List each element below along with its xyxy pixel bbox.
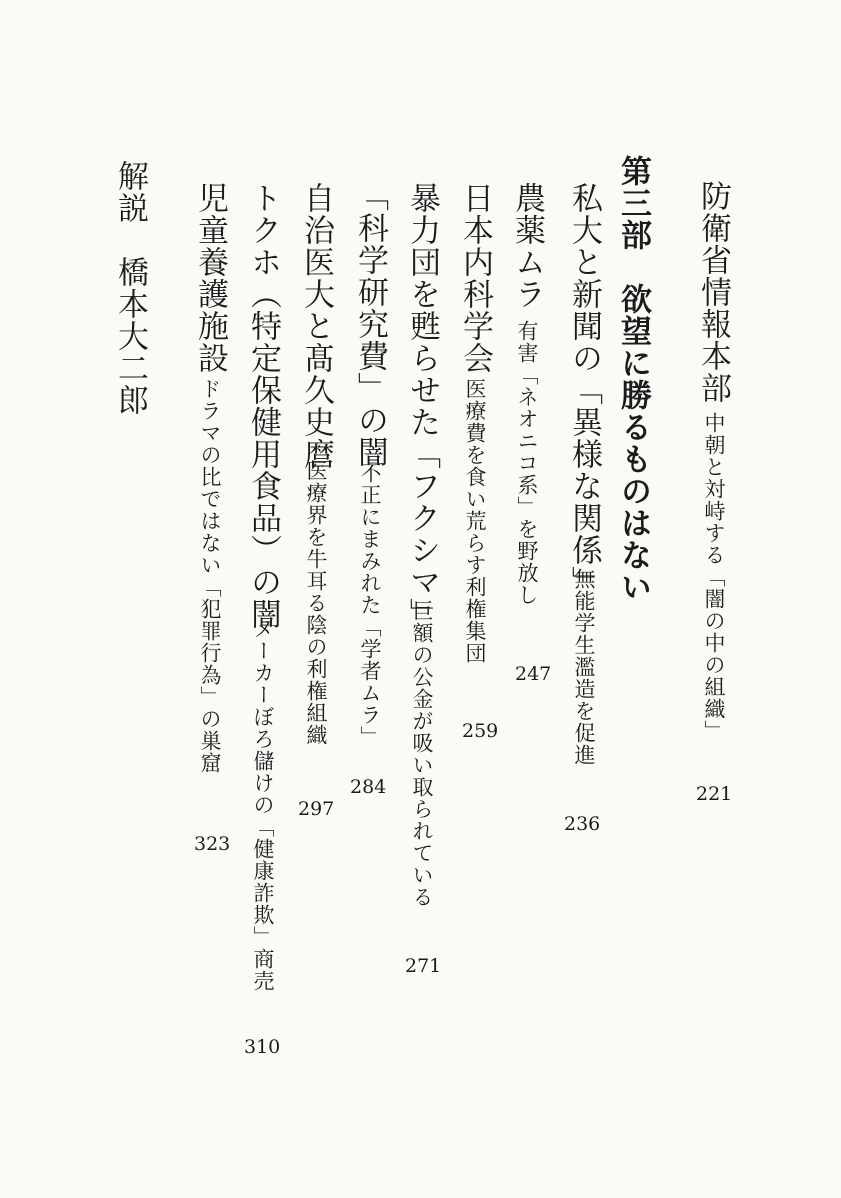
toc-entry-subtitle: ドラマの比ではない「犯罪行為」の巣窟 (198, 378, 222, 774)
toc-entry-title: 私大と新聞の「異様な関係」 (566, 182, 602, 598)
part-title: 第三部 欲望に勝るものはない (615, 155, 651, 603)
toc-entry-subtitle: 医療費を食い荒らす利権集団 (463, 378, 487, 664)
toc-entry-title: 防衛省情報本部 (695, 180, 731, 404)
toc-entry-title: 日本内科学会 (457, 182, 493, 374)
toc-entry-page-number: 236 (564, 813, 601, 835)
toc-entry-page-number: 284 (350, 776, 387, 798)
toc-entry-title: 児童養護施設 (192, 182, 228, 374)
toc-entry-subtitle: 中朝と対峙する「闇の中の組織」 (702, 412, 726, 742)
toc-entry-title: 暴力団を甦らせた「フクシマ」 (404, 182, 440, 630)
toc-entry-subtitle: 不正にまみれた「学者ムラ」 (358, 462, 382, 748)
toc-entry-page-number: 221 (696, 783, 733, 805)
toc-entry-page-number: 247 (515, 663, 552, 685)
toc-entry-subtitle: 有害「ネオニコ系」を野放し (515, 320, 539, 606)
toc-entry-title: 解説 橋本大二郎 (112, 160, 148, 416)
toc-entry-subtitle: 医療界を牛耳る陰の利権組織 (304, 460, 328, 746)
toc-entry-title: 自治医大と髙久史麿 (298, 182, 334, 470)
toc-entry-page-number: 310 (244, 1036, 281, 1058)
toc-entry-title: トクホ（特定保健用食品）の闇 (245, 182, 281, 630)
toc-entry-title: 農薬ムラ (509, 182, 545, 310)
toc-entry-page-number: 271 (405, 955, 442, 977)
toc-entry-title: 「科学研究費」の闇 (352, 180, 388, 468)
toc-entry-subtitle: メーカーぼろ儲けの「健康詐欺」商売 (251, 618, 275, 992)
toc-entry-subtitle: 無能学生濫造を促進 (572, 568, 596, 766)
toc-entry-page-number: 323 (194, 833, 231, 855)
toc-entry-page-number: 259 (462, 720, 499, 742)
toc-entry-page-number: 297 (298, 798, 335, 820)
toc-entry-subtitle: 巨額の公金が吸い取られている (410, 600, 434, 908)
